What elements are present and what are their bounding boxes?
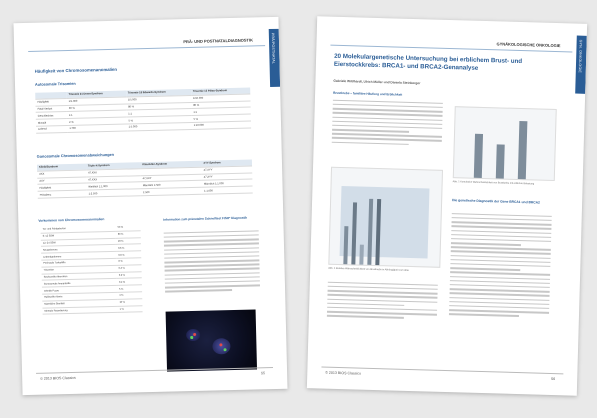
figure-1 <box>328 167 443 268</box>
info-box-body <box>164 227 261 295</box>
table-row: XXX 47,XXX 47,XYY <box>37 166 252 178</box>
subsection-title: Brustkrebs – familiäre Häufung und Erblichkeit <box>333 90 403 97</box>
frequency-list <box>40 224 142 315</box>
subsection-title: Die genetische Diagnostik der Gene BRCA1 und BRCA2 <box>452 198 540 205</box>
chapter-tab: GYN. ONKOLOGIE <box>575 36 587 94</box>
list-item: Neugeborene 0,6 % <box>41 244 141 253</box>
page-number: 55 <box>261 371 266 376</box>
table-header-row: Klinik/Syndrom Triple-X-Syndrom Klinefelter-Syndrom XYY-Syndrom <box>37 160 252 172</box>
section-title: Häufigkeit von Chromosomenanomalien <box>34 66 118 74</box>
gonosomal-table <box>37 160 253 199</box>
list-item: Strukturelle Aberration 0,2 % <box>42 271 142 280</box>
table-row: Geschlechtsv. 1:1 1:1 1:1 <box>36 107 251 119</box>
table-row: Häufigkeit Weiblich 1:1.000 Männlich 1:500 Männlich 1:1.000 <box>37 179 252 191</box>
header-rule <box>28 45 265 51</box>
table-row: Prävalenz 1:2.500 1:500 1:1.000 <box>38 186 253 198</box>
list-item: Tot- und Fehlgeburten 50 % <box>40 224 140 233</box>
figure-2-bar-chart <box>453 106 557 181</box>
left-page <box>13 17 287 395</box>
authors: Gabriele Wildhardt, Ulrich Müller und Daniela Steinberger <box>333 78 421 86</box>
chapter-tab: PRÄ/POSTNATAL <box>269 29 280 87</box>
body-text <box>327 279 438 323</box>
page-number: 56 <box>551 376 556 382</box>
body-text <box>332 97 443 149</box>
figure-1-caption: Abb. 2 Relative Wahrscheinlichkeit von Brustkrebs in Abhängigkeit vom Alter <box>328 266 410 272</box>
chapter-title: 20 Molekulargenetische Untersuchung bei erblichem Brust- und Eierstockkrebs: BRCA1- und BRCA2-Genanalyse <box>333 52 523 72</box>
info-box-title: Information zum pränatalen Schnelltest FISH* Diagnostik <box>163 215 248 222</box>
list-item: Perinatale Todesfälle 6 % <box>41 258 141 267</box>
list-item: Mentale Retardierung 1 % <box>42 305 142 314</box>
list-item: Infertile Paare 5 % <box>42 285 142 294</box>
list-item: Gonosomale Aneuploidie 0,2 % <box>42 278 142 287</box>
table-row: Häufigkeit 1/1.000 1/5.000 1/10.000 <box>35 94 250 106</box>
list-item: Habituelle Aborte 4 % <box>42 292 142 301</box>
list-item: Trisomien 0,3 % <box>41 265 141 274</box>
table-row: Mosaik 2 % 5 % 5 % <box>36 114 251 126</box>
table2-title: Gonosomale Chromosomenabweichungen <box>36 152 115 159</box>
list-item: 6–12 SSW 60 % <box>41 231 141 240</box>
table-header-row: Trisomie 21 Down-Syndrom Trisomie 18 Edwards-Syndrom Trisomie 13 Pätau-Syndrom <box>35 88 250 100</box>
table-row: Lebend 1:700 1:5.000 1:10.000 <box>36 121 251 133</box>
copyright: © 2013 BIOS Classics <box>325 370 361 376</box>
list-item: 12–24 SSW 20 % <box>41 237 141 246</box>
table1-title: Autosomale Trisomien <box>34 81 76 87</box>
running-head: GYNÄKOLOGISCHE ONKOLOGIE <box>496 41 561 49</box>
figure-2-caption: Abb. 1 Kumulative Wahrscheinlichkeit von Brustkrebs mit erblicher Belastung <box>452 180 535 186</box>
list-title: Vorkommen von Chromosomenanomalien <box>38 217 105 223</box>
body-text <box>449 210 552 320</box>
trisomy-table <box>35 88 251 134</box>
running-head: PRÄ- UND POSTNATALDIAGNOSTIK <box>183 37 254 45</box>
table-row: Fetal-Verlust 30 % 80 % 80 % <box>36 101 251 113</box>
fish-microscopy-image <box>166 309 257 371</box>
list-item: Lebendgeborene 0,6 % <box>41 251 141 260</box>
copyright: © 2013 BIOS Classics <box>40 375 76 381</box>
list-item: Männliche Sterilität 10 % <box>42 298 142 307</box>
right-page <box>307 16 587 395</box>
table-row: XXY 47,XXX 47,XXY 47,XYY <box>37 173 252 185</box>
